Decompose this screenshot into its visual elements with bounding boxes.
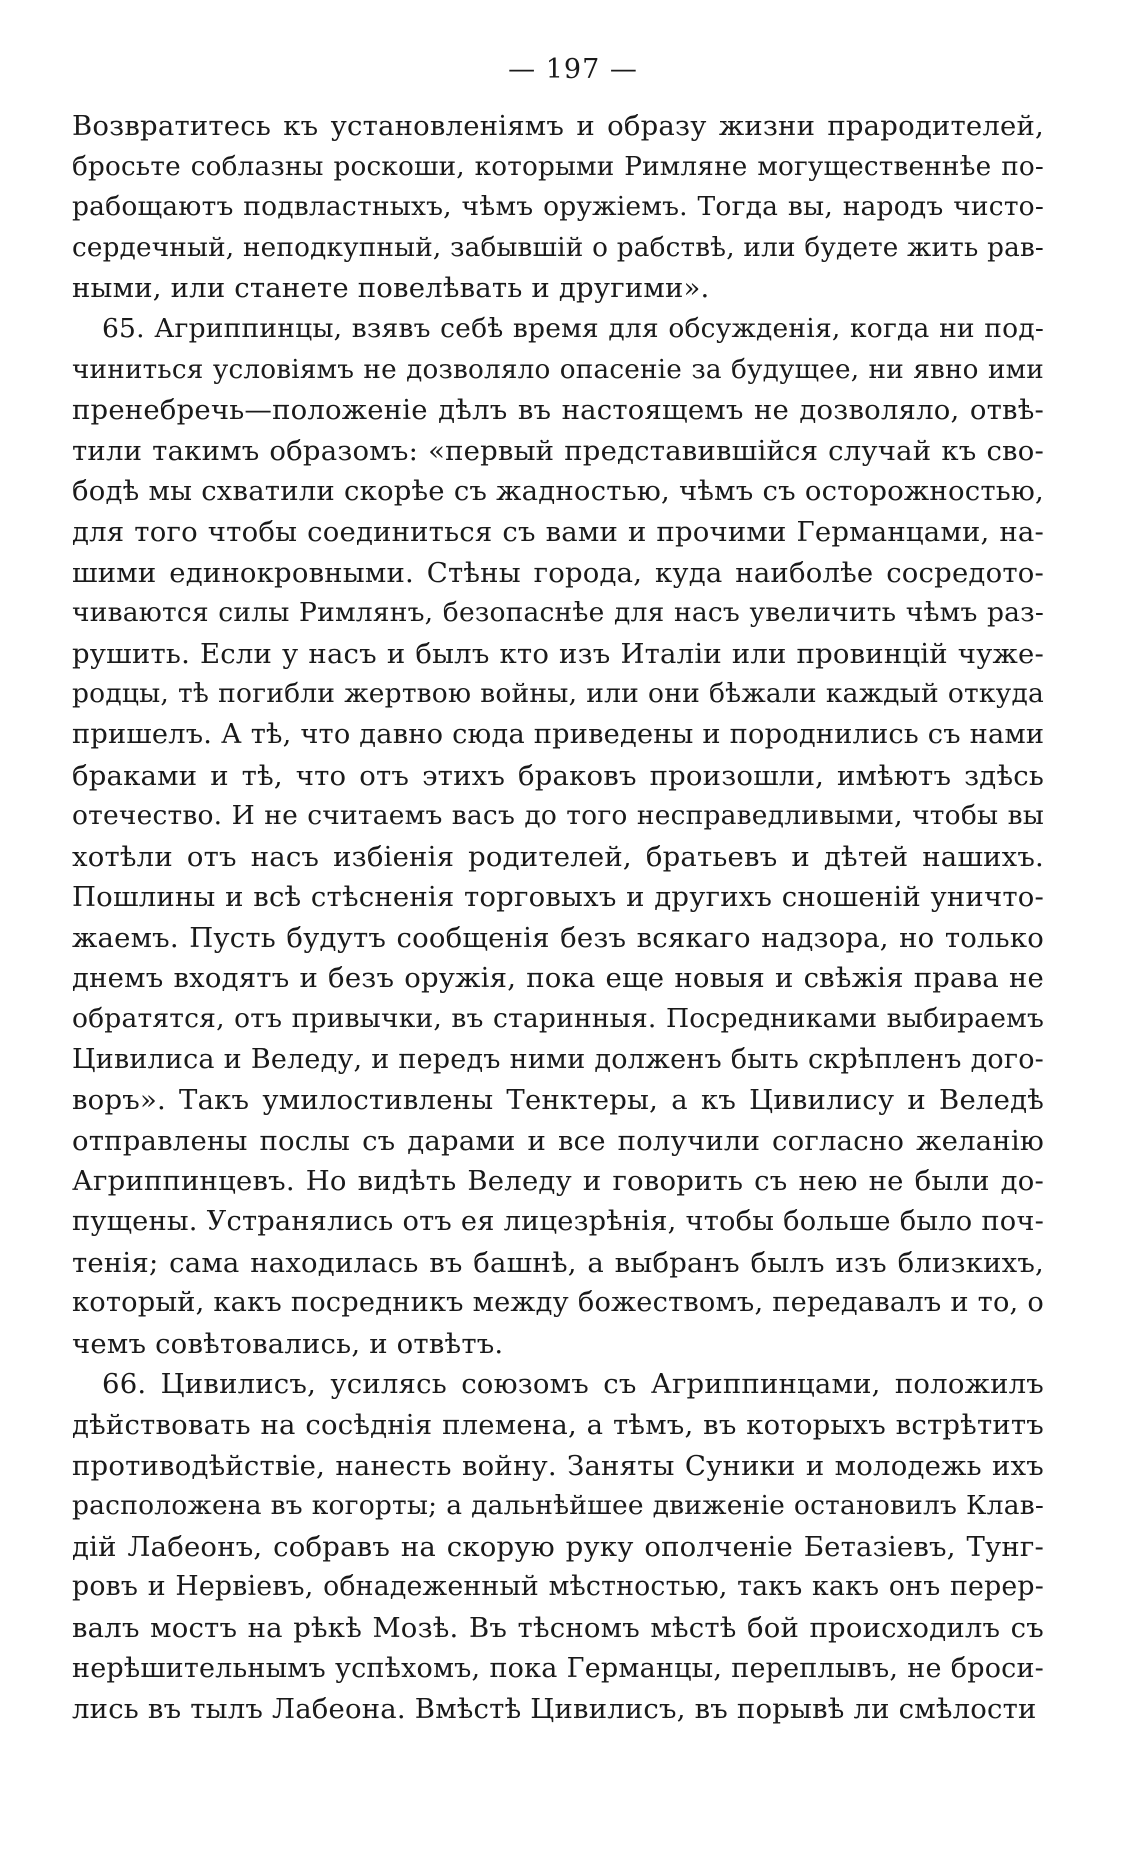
text-line: рушить. Если у насъ и былъ кто изъ Италіи или провинцій чуже- <box>72 637 1044 670</box>
text-line: воръ». Такъ умилостивлены Тенктеры, а къ Цивилису и Веледѣ <box>72 1084 1044 1117</box>
text-line: для того чтобы соединиться съ вами и прочими Германцами, на- <box>72 515 1044 548</box>
text-line: родцы, тѣ погибли жертвою войны, или они бѣжали каждый откуда <box>72 678 1044 710</box>
text-line: тенія; сама находилась въ башнѣ, а выбранъ былъ изъ близкихъ, <box>72 1246 1044 1279</box>
text-line: ными, или станете повелѣвать и другими». <box>72 272 710 305</box>
page-number: — 197 — <box>508 54 638 85</box>
text-line: сердечный, неподкупный, забывшій о рабствѣ, или будете жить рав- <box>72 232 1044 263</box>
text-line: чиниться условіямъ не дозволяло опасеніе за будущее, ни явно ими <box>72 354 1044 385</box>
paragraph <box>72 309 1044 1364</box>
text-line: жаемъ. Пусть будутъ сообщенія безъ всякаго надзора, но только <box>72 921 1044 954</box>
text-line: Цивилиса и Веледу, и передъ ними долженъ быть скрѣпленъ дого- <box>72 1043 1044 1075</box>
text-line: шими единокровными. Стѣны города, куда наиболѣе сосредото- <box>72 556 1044 589</box>
text-line: расположена въ когорты; а дальнѣйшее движеніе остановилъ Клав- <box>72 1490 1044 1522</box>
text-line: обратятся, отъ привычки, въ старинныя. Посредниками выбираемъ <box>72 1003 1044 1035</box>
text-line: нерѣшительнымъ успѣхомъ, пока Германцы, переплывъ, не броси- <box>72 1652 1044 1684</box>
text-line: чемъ совѣтовались, и отвѣтъ. <box>72 1327 504 1360</box>
text-line: валъ мостъ на рѣкѣ Мозѣ. Въ тѣсномъ мѣстѣ бой происходилъ съ <box>72 1611 1044 1644</box>
text-line: 66. Цивилисъ, усилясь союзомъ съ Агриппинцами, положилъ <box>102 1368 1044 1401</box>
text-line: Возвратитесь къ установленіямъ и образу жизни прародителей, <box>72 110 1044 142</box>
text-line: Агриппинцевъ. Но видѣть Веледу и говорить съ нею не были до- <box>72 1165 1044 1198</box>
paragraph <box>72 106 1044 309</box>
text-line: противодѣйствіе, нанесть войну. Заняты Суники и молодежь ихъ <box>72 1449 1044 1482</box>
text-line: пришелъ. А тѣ, что давно сюда приведены и породнились съ нами <box>72 718 1044 750</box>
text-line: хотѣли отъ насъ избіенія родителей, братьевъ и дѣтей нашихъ. <box>72 840 1044 873</box>
text-line: лись въ тылъ Лабеона. Вмѣстѣ Цивилисъ, въ порывѣ ли смѣлости <box>72 1693 1037 1726</box>
paragraph <box>72 1364 1044 1729</box>
text-line: тили такимъ образомъ: «первый представившійся случай къ сво- <box>72 434 1044 467</box>
text-line: бросьте соблазны роскоши, которыми Римляне могущественнѣе по- <box>72 151 1044 182</box>
text-line: рабощаютъ подвластныхъ, чѣмъ оружіемъ. Тогда вы, народъ чисто- <box>72 191 1044 223</box>
text-line: браками и тѣ, что отъ этихъ браковъ произошли, имѣютъ здѣсь <box>72 759 1044 792</box>
text-line: Пошлины и всѣ стѣсненія торговыхъ и другихъ сношеній уничто- <box>72 881 1044 914</box>
text-line: дѣйствовать на сосѣднія племена, а тѣмъ, въ которыхъ встрѣтитъ <box>72 1409 1044 1441</box>
text-line: отечество. И не считаемъ васъ до того несправедливыми, чтобы вы <box>72 800 1044 832</box>
text-line: ровъ и Нервіевъ, обнадеженный мѣстностью, такъ какъ онъ перер- <box>72 1571 1044 1603</box>
text-line: 65. Агриппинцы, взявъ себѣ время для обсужденія, когда ни под- <box>102 312 1044 344</box>
text-line: отправлены послы съ дарами и все получили согласно желанію <box>72 1124 1044 1157</box>
text-line: днемъ входятъ и безъ оружія, пока еще новыя и свѣжія права не <box>72 962 1044 995</box>
text-line: чиваются силы Римлянъ, безопаснѣе для насъ увеличить чѣмъ раз- <box>72 597 1044 629</box>
body-text <box>72 106 1044 1730</box>
text-line: пущены. Устранялись отъ ея лицезрѣнія, чтобы больше было поч- <box>72 1206 1044 1238</box>
text-line: дій Лабеонъ, собравъ на скорую руку ополченіе Бетазіевъ, Тунг- <box>72 1530 1044 1563</box>
text-line: который, какъ посредникъ между божествомъ, передавалъ и то, о <box>72 1287 1044 1319</box>
text-line: бодѣ мы схватили скорѣе съ жадностью, чѣмъ съ осторожностью, <box>72 475 1044 508</box>
text-line: пренебречь—положеніе дѣлъ въ настоящемъ не дозволяло, отвѣ- <box>72 394 1044 427</box>
